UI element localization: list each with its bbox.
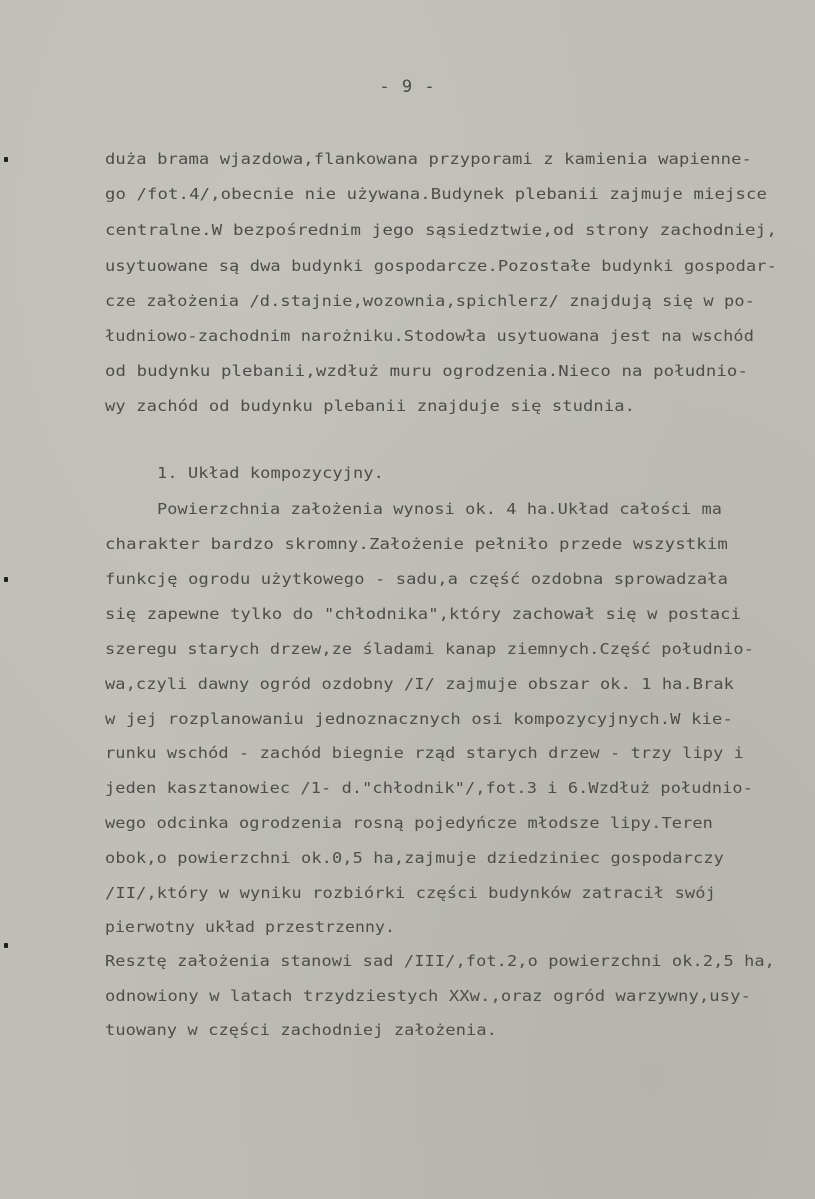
text-line: od budynku plebanii,wzdłuż muru ogrodzenia.Nieco na południo- <box>105 362 748 380</box>
text-line: w jej rozplanowaniu jednoznacznych osi kompozycyjnych.W kie- <box>105 710 733 728</box>
text-line: runku wschód - zachód biegnie rząd starych drzew - trzy lipy i <box>105 744 744 762</box>
text-line: cze założenia /d.stajnie,wozownia,spichlerz/ znajdują się w po- <box>105 292 755 310</box>
text-line: łudniowo-zachodnim narożniku.Stodowła usytuowana jest na wschód <box>105 327 754 345</box>
text-line: szeregu starych drzew,ze śladami kanap ziemnych.Część południo- <box>105 640 754 658</box>
text-line: wego odcinka ogrodzenia rosną pojedyńcze młodsze lipy.Teren <box>105 814 713 832</box>
text-line: tuowany w części zachodniej założenia. <box>105 1021 497 1039</box>
text-line: jeden kasztanowiec /1- d."chłodnik"/,fot.3 i 6.Wzdłuż południo- <box>105 779 753 797</box>
text-line: się zapewne tylko do "chłodnika",który zachował się w postaci <box>105 605 741 623</box>
text-line: wy zachód od budynku plebanii znajduje się studnia. <box>105 397 635 415</box>
page-number: - 9 - <box>379 77 436 97</box>
text-line: go /fot.4/,obecnie nie używana.Budynek plebanii zajmuje miejsce <box>105 185 767 203</box>
text-line: usytuowane są dwa budynki gospodarcze.Pozostałe budynki gospodar- <box>105 257 778 275</box>
text-line: /II/,który w wyniku rozbiórki części budynków zatracił swój <box>105 884 716 902</box>
text-line: centralne.W bezpośrednim jego sąsiedztwie,od strony zachodniej, <box>105 221 777 239</box>
text-line: duża brama wjazdowa,flankowana przyporami z kamienia wapienne- <box>105 150 753 168</box>
text-line: odnowiony w latach trzydziestych XXw.,oraz ogród warzywny,usy- <box>105 987 751 1005</box>
text-line: obok,o powierzchni ok.0,5 ha,zajmuje dziedziniec gospodarczy <box>105 849 724 867</box>
text-line: Powierzchnia założenia wynosi ok. 4 ha.Układ całości ma <box>157 500 722 518</box>
text-line: pierwotny układ przestrzenny. <box>105 918 395 936</box>
section-heading: 1. Układ kompozycyjny. <box>157 464 384 482</box>
text-line: charakter bardzo skromny.Założenie pełniło przede wszystkim <box>105 535 728 553</box>
text-line: Resztę założenia stanowi sad /III/,fot.2,o powierzchni ok.2,5 ha, <box>105 952 775 970</box>
text-line: wa,czyli dawny ogród ozdobny /I/ zajmuje obszar ok. 1 ha.Brak <box>105 675 734 693</box>
text-line: funkcję ogrodu użytkowego - sadu,a część ozdobna sprowadzała <box>105 570 728 588</box>
